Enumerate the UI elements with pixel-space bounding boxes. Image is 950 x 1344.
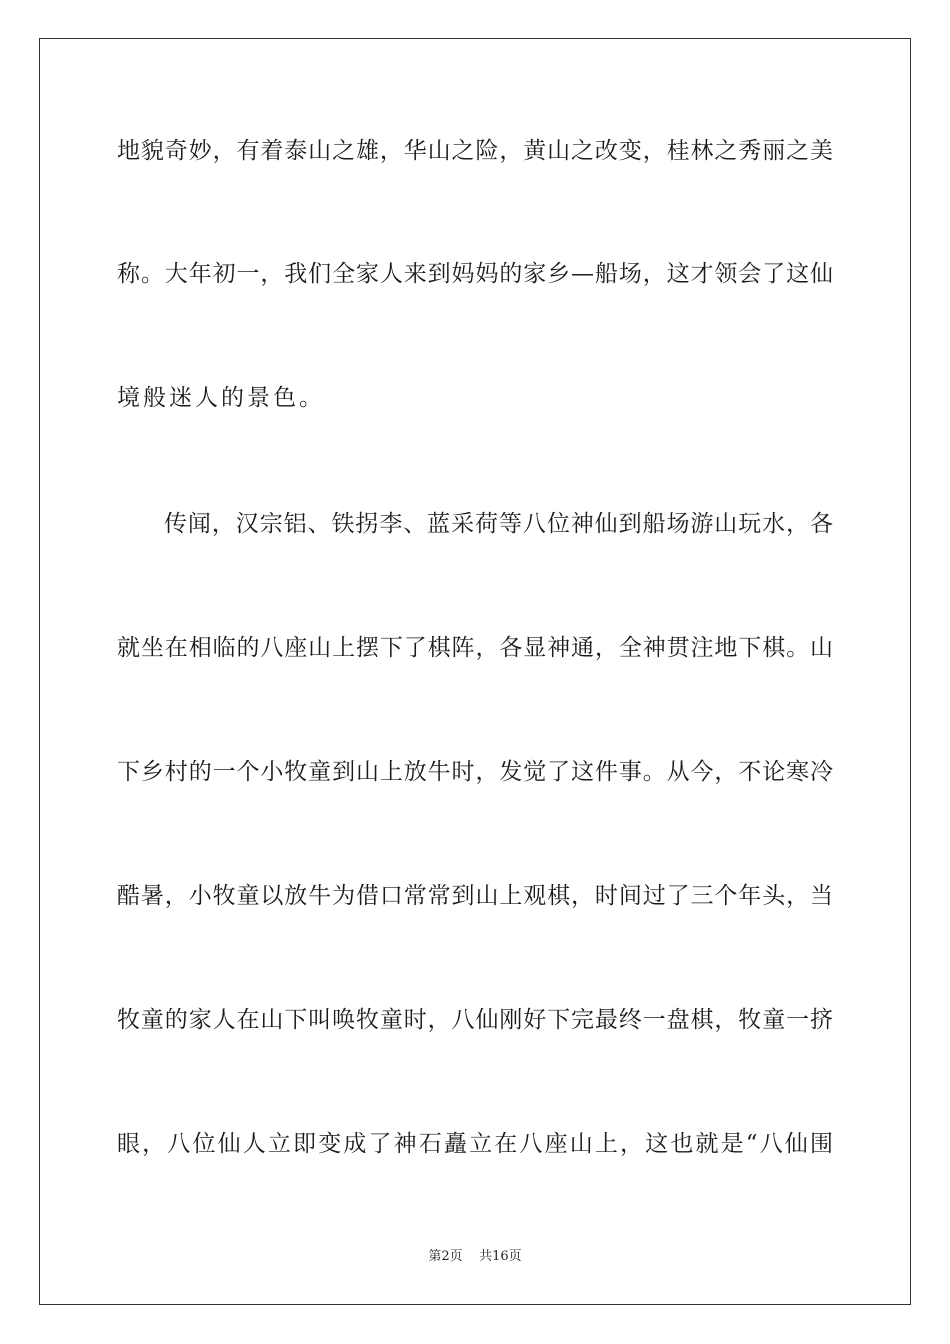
- paragraph-line-9: 眼，八位仙人立即变成了神石矗立在八座山上，这也就是“八仙围: [117, 1131, 833, 1157]
- paragraph-line-3: 境般迷人的景色。: [117, 385, 325, 411]
- paragraph-line-1: 地貌奇妙，有着泰山之雄，华山之险，黄山之改变，桂林之秀丽之美: [117, 138, 833, 164]
- paragraph-line-4: 传闻，汉宗铝、铁拐李、蓝采荷等八位神仙到船场游山玩水，各: [164, 511, 833, 537]
- paragraph-line-6: 下乡村的一个小牧童到山上放牛时，发觉了这件事。从今，不论寒冷: [117, 759, 833, 785]
- paragraph-line-8: 牧童的家人在山下叫唤牧童时，八仙刚好下完最终一盘棋，牧童一挤: [117, 1007, 833, 1033]
- paragraph-line-7: 酷暑，小牧童以放牛为借口常常到山上观棋，时间过了三个年头，当: [117, 883, 833, 909]
- page-total: 共16页: [479, 1249, 522, 1264]
- paragraph-line-5: 就坐在相临的八座山上摆下了棋阵，各显神通，全神贯注地下棋。山: [117, 635, 833, 661]
- paragraph-line-2: 称。大年初一，我们全家人来到妈妈的家乡—船场，这才领会了这仙: [117, 261, 833, 287]
- page-footer: [0, 1245, 950, 1264]
- page-border: [39, 38, 911, 1305]
- page-number: 第2页: [428, 1249, 463, 1264]
